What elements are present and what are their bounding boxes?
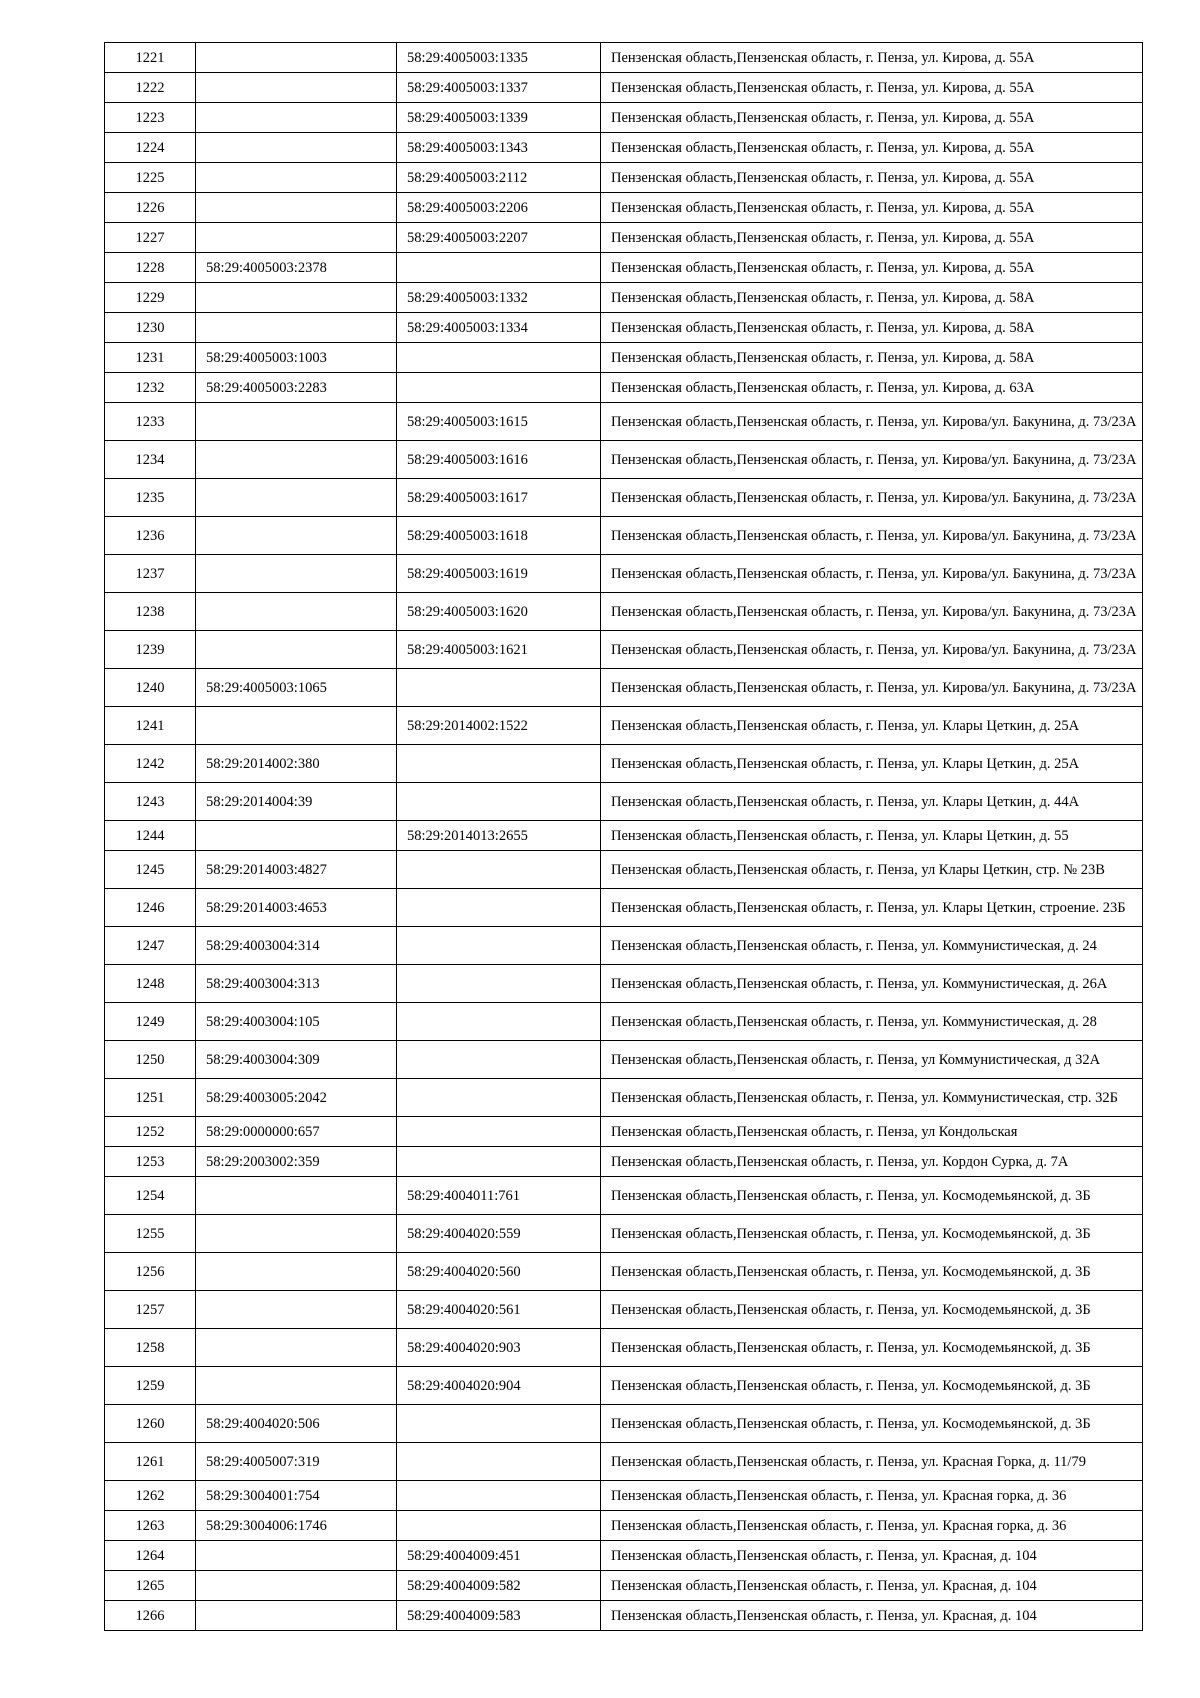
cadastral-number-building-cell [196, 707, 397, 745]
cadastral-number-premises-cell [397, 373, 601, 403]
address-cell: Пензенская область,Пензенская область, г. Пенза, ул. Кирова, д. 55А [601, 223, 1143, 253]
cadastral-number-premises-cell: 58:29:4004020:560 [397, 1253, 601, 1291]
cadastral-number-premises-cell: 58:29:4005003:1615 [397, 403, 601, 441]
row-number-cell: 1231 [105, 343, 196, 373]
address-cell: Пензенская область,Пензенская область, г. Пенза, ул. Космодемьянской, д. 3Б [601, 1215, 1143, 1253]
row-number-cell: 1241 [105, 707, 196, 745]
row-number-cell: 1248 [105, 965, 196, 1003]
cadastral-number-building-cell [196, 193, 397, 223]
row-number-cell: 1257 [105, 1291, 196, 1329]
cadastral-number-building-cell [196, 1253, 397, 1291]
address-cell: Пензенская область,Пензенская область, г. Пенза, ул. Кирова, д. 63А [601, 373, 1143, 403]
cadastral-number-building-cell: 58:29:3004006:1746 [196, 1511, 397, 1541]
address-cell: Пензенская область,Пензенская область, г. Пенза, ул Коммунистическая, д 32А [601, 1041, 1143, 1079]
address-cell: Пензенская область,Пензенская область, г. Пенза, ул. Кордон Сурка, д. 7А [601, 1147, 1143, 1177]
address-cell: Пензенская область,Пензенская область, г. Пенза, ул. Кирова, д. 55А [601, 133, 1143, 163]
table-row [105, 965, 1143, 1003]
row-number-cell: 1236 [105, 517, 196, 555]
row-number-cell: 1255 [105, 1215, 196, 1253]
address-cell: Пензенская область,Пензенская область, г. Пенза, ул. Красная, д. 104 [601, 1571, 1143, 1601]
address-cell: Пензенская область,Пензенская область, г. Пенза, ул. Кирова, д. 55А [601, 73, 1143, 103]
table-row [105, 631, 1143, 669]
cadastral-number-premises-cell [397, 1481, 601, 1511]
address-cell: Пензенская область,Пензенская область, г. Пенза, ул. Кирова/ул. Бакунина, д. 73/23А [601, 479, 1143, 517]
cadastral-number-premises-cell [397, 965, 601, 1003]
cadastral-number-premises-cell [397, 1003, 601, 1041]
cadastral-number-premises-cell [397, 253, 601, 283]
row-number-cell: 1254 [105, 1177, 196, 1215]
address-cell: Пензенская область,Пензенская область, г. Пенза, ул. Кирова/ул. Бакунина, д. 73/23А [601, 669, 1143, 707]
row-number-cell: 1238 [105, 593, 196, 631]
cadastral-number-building-cell: 58:29:4003004:105 [196, 1003, 397, 1041]
row-number-cell: 1266 [105, 1601, 196, 1631]
address-cell: Пензенская область,Пензенская область, г. Пенза, ул. Коммунистическая, д. 24 [601, 927, 1143, 965]
row-number-cell: 1263 [105, 1511, 196, 1541]
row-number-cell: 1251 [105, 1079, 196, 1117]
cadastral-number-premises-cell: 58:29:4004020:903 [397, 1329, 601, 1367]
row-number-cell: 1252 [105, 1117, 196, 1147]
cadastral-number-building-cell: 58:29:4003004:313 [196, 965, 397, 1003]
cadastral-number-building-cell [196, 593, 397, 631]
cadastral-number-building-cell [196, 517, 397, 555]
cadastral-number-building-cell: 58:29:2014002:380 [196, 745, 397, 783]
address-cell: Пензенская область,Пензенская область, г. Пенза, ул. Красная Горка, д. 11/79 [601, 1443, 1143, 1481]
address-cell: Пензенская область,Пензенская область, г. Пенза, ул. Космодемьянской, д. 3Б [601, 1329, 1143, 1367]
table-row [105, 479, 1143, 517]
table-row [105, 555, 1143, 593]
cadastral-number-building-cell [196, 103, 397, 133]
row-number-cell: 1242 [105, 745, 196, 783]
address-cell: Пензенская область,Пензенская область, г. Пенза, ул. Кирова/ул. Бакунина, д. 73/23А [601, 593, 1143, 631]
address-cell: Пензенская область,Пензенская область, г. Пенза, ул. Кирова, д. 55А [601, 193, 1143, 223]
table-row [105, 1481, 1143, 1511]
address-cell: Пензенская область,Пензенская область, г. Пенза, ул. Кирова/ул. Бакунина, д. 73/23А [601, 555, 1143, 593]
table-row [105, 1003, 1143, 1041]
row-number-cell: 1259 [105, 1367, 196, 1405]
table-row [105, 313, 1143, 343]
row-number-cell: 1249 [105, 1003, 196, 1041]
row-number-cell: 1225 [105, 163, 196, 193]
address-cell: Пензенская область,Пензенская область, г. Пенза, ул. Красная горка, д. 36 [601, 1511, 1143, 1541]
row-number-cell: 1233 [105, 403, 196, 441]
address-cell: Пензенская область,Пензенская область, г. Пенза, ул. Кирова/ул. Бакунина, д. 73/23А [601, 631, 1143, 669]
table-row [105, 1367, 1143, 1405]
row-number-cell: 1250 [105, 1041, 196, 1079]
cadastral-number-building-cell [196, 73, 397, 103]
cadastral-number-premises-cell: 58:29:4005003:1339 [397, 103, 601, 133]
cadastral-number-building-cell [196, 133, 397, 163]
address-cell: Пензенская область,Пензенская область, г. Пенза, ул. Кирова, д. 58А [601, 313, 1143, 343]
table-row [105, 1147, 1143, 1177]
table-row [105, 889, 1143, 927]
address-cell: Пензенская область,Пензенская область, г. Пенза, ул. Коммунистическая, д. 28 [601, 1003, 1143, 1041]
table-row [105, 1041, 1143, 1079]
row-number-cell: 1229 [105, 283, 196, 313]
cadastral-number-building-cell [196, 1329, 397, 1367]
row-number-cell: 1244 [105, 821, 196, 851]
row-number-cell: 1223 [105, 103, 196, 133]
row-number-cell: 1237 [105, 555, 196, 593]
cadastral-number-building-cell: 58:29:4003004:314 [196, 927, 397, 965]
cadastral-number-premises-cell [397, 1443, 601, 1481]
cadastral-number-building-cell: 58:29:2014003:4827 [196, 851, 397, 889]
row-number-cell: 1260 [105, 1405, 196, 1443]
cadastral-number-building-cell [196, 1291, 397, 1329]
cadastral-number-building-cell [196, 821, 397, 851]
cadastral-number-building-cell: 58:29:2014003:4653 [196, 889, 397, 927]
address-cell: Пензенская область,Пензенская область, г. Пенза, ул. Космодемьянской, д. 3Б [601, 1405, 1143, 1443]
address-cell: Пензенская область,Пензенская область, г. Пенза, ул. Кирова/ул. Бакунина, д. 73/23А [601, 403, 1143, 441]
address-cell: Пензенская область,Пензенская область, г. Пенза, ул. Космодемьянской, д. 3Б [601, 1253, 1143, 1291]
row-number-cell: 1261 [105, 1443, 196, 1481]
table-row [105, 1291, 1143, 1329]
table-row [105, 1571, 1143, 1601]
row-number-cell: 1253 [105, 1147, 196, 1177]
table-row [105, 223, 1143, 253]
table-row [105, 1541, 1143, 1571]
row-number-cell: 1256 [105, 1253, 196, 1291]
address-cell: Пензенская область,Пензенская область, г. Пенза, ул. Клары Цеткин, строение. 23Б [601, 889, 1143, 927]
table-row [105, 1511, 1143, 1541]
table-row [105, 927, 1143, 965]
table-row [105, 343, 1143, 373]
row-number-cell: 1221 [105, 43, 196, 73]
address-cell: Пензенская область,Пензенская область, г. Пенза, ул. Кирова, д. 58А [601, 343, 1143, 373]
cadastral-number-premises-cell [397, 851, 601, 889]
cadastral-number-premises-cell: 58:29:4005003:1616 [397, 441, 601, 479]
address-cell: Пензенская область,Пензенская область, г. Пенза, ул. Кирова/ул. Бакунина, д. 73/23А [601, 517, 1143, 555]
cadastral-number-building-cell [196, 555, 397, 593]
address-cell: Пензенская область,Пензенская область, г. Пенза, ул. Кирова/ул. Бакунина, д. 73/23А [601, 441, 1143, 479]
cadastral-number-building-cell [196, 1215, 397, 1253]
table-row [105, 745, 1143, 783]
table-row [105, 73, 1143, 103]
table-row [105, 851, 1143, 889]
cadastral-number-premises-cell: 58:29:4005003:2206 [397, 193, 601, 223]
row-number-cell: 1235 [105, 479, 196, 517]
cadastral-number-building-cell [196, 631, 397, 669]
address-cell: Пензенская область,Пензенская область, г. Пенза, ул. Клары Цеткин, д. 55 [601, 821, 1143, 851]
cadastral-number-premises-cell: 58:29:4005003:1332 [397, 283, 601, 313]
address-cell: Пензенская область,Пензенская область, г. Пенза, ул. Кирова, д. 55А [601, 103, 1143, 133]
cadastral-number-building-cell: 58:29:4005003:2283 [196, 373, 397, 403]
cadastral-number-premises-cell [397, 1147, 601, 1177]
table-row [105, 1329, 1143, 1367]
row-number-cell: 1264 [105, 1541, 196, 1571]
cadastral-number-building-cell: 58:29:3004001:754 [196, 1481, 397, 1511]
cadastral-number-building-cell: 58:29:2014004:39 [196, 783, 397, 821]
cadastral-number-premises-cell: 58:29:4005003:2112 [397, 163, 601, 193]
cadastral-number-building-cell [196, 1541, 397, 1571]
row-number-cell: 1222 [105, 73, 196, 103]
cadastral-number-building-cell [196, 1571, 397, 1601]
cadastral-number-building-cell [196, 223, 397, 253]
cadastral-number-premises-cell: 58:29:4005003:2207 [397, 223, 601, 253]
address-cell: Пензенская область,Пензенская область, г. Пенза, ул. Кирова, д. 55А [601, 43, 1143, 73]
address-cell: Пензенская область,Пензенская область, г. Пенза, ул. Кирова, д. 55А [601, 253, 1143, 283]
cadastral-number-premises-cell: 58:29:4005003:1337 [397, 73, 601, 103]
address-cell: Пензенская область,Пензенская область, г. Пенза, ул. Коммунистическая, д. 26А [601, 965, 1143, 1003]
cadastral-number-building-cell [196, 163, 397, 193]
table-row [105, 441, 1143, 479]
row-number-cell: 1230 [105, 313, 196, 343]
row-number-cell: 1226 [105, 193, 196, 223]
row-number-cell: 1234 [105, 441, 196, 479]
cadastral-number-building-cell: 58:29:4005003:1065 [196, 669, 397, 707]
address-cell: Пензенская область,Пензенская область, г. Пенза, ул Кондольская [601, 1117, 1143, 1147]
table-row [105, 403, 1143, 441]
cadastral-number-premises-cell: 58:29:4005003:1617 [397, 479, 601, 517]
registry-table-body [105, 43, 1143, 1631]
address-cell: Пензенская область,Пензенская область, г. Пенза, ул Клары Цеткин, стр. № 23В [601, 851, 1143, 889]
cadastral-number-premises-cell: 58:29:4005003:1620 [397, 593, 601, 631]
cadastral-number-premises-cell: 58:29:2014002:1522 [397, 707, 601, 745]
table-row [105, 283, 1143, 313]
cadastral-number-building-cell: 58:29:4005003:1003 [196, 343, 397, 373]
table-row [105, 43, 1143, 73]
table-row [105, 1177, 1143, 1215]
table-row [105, 1215, 1143, 1253]
cadastral-number-premises-cell [397, 1041, 601, 1079]
row-number-cell: 1262 [105, 1481, 196, 1511]
address-cell: Пензенская область,Пензенская область, г. Пенза, ул. Кирова, д. 55А [601, 163, 1143, 193]
cadastral-number-premises-cell: 58:29:4004009:451 [397, 1541, 601, 1571]
cadastral-number-premises-cell: 58:29:2014013:2655 [397, 821, 601, 851]
row-number-cell: 1246 [105, 889, 196, 927]
address-cell: Пензенская область,Пензенская область, г. Пенза, ул. Кирова, д. 58А [601, 283, 1143, 313]
cadastral-number-building-cell [196, 479, 397, 517]
address-cell: Пензенская область,Пензенская область, г. Пенза, ул. Клары Цеткин, д. 44А [601, 783, 1143, 821]
row-number-cell: 1245 [105, 851, 196, 889]
address-cell: Пензенская область,Пензенская область, г. Пенза, ул. Космодемьянской, д. 3Б [601, 1291, 1143, 1329]
cadastral-number-premises-cell [397, 889, 601, 927]
cadastral-number-premises-cell: 58:29:4005003:1335 [397, 43, 601, 73]
cadastral-number-premises-cell [397, 669, 601, 707]
table-row [105, 373, 1143, 403]
table-row [105, 163, 1143, 193]
cadastral-number-building-cell [196, 1367, 397, 1405]
table-row [105, 783, 1143, 821]
cadastral-number-premises-cell: 58:29:4005003:1618 [397, 517, 601, 555]
cadastral-number-premises-cell [397, 927, 601, 965]
cadastral-number-premises-cell: 58:29:4004020:561 [397, 1291, 601, 1329]
cadastral-number-building-cell: 58:29:0000000:657 [196, 1117, 397, 1147]
cadastral-number-premises-cell [397, 783, 601, 821]
table-row [105, 193, 1143, 223]
cadastral-number-building-cell [196, 441, 397, 479]
cadastral-number-premises-cell: 58:29:4004020:559 [397, 1215, 601, 1253]
row-number-cell: 1258 [105, 1329, 196, 1367]
address-cell: Пензенская область,Пензенская область, г. Пенза, ул. Коммунистическая, стр. 32Б [601, 1079, 1143, 1117]
table-row [105, 593, 1143, 631]
cadastral-number-building-cell: 58:29:4003004:309 [196, 1041, 397, 1079]
table-row [105, 103, 1143, 133]
table-row [105, 1405, 1143, 1443]
cadastral-number-premises-cell: 58:29:4005003:1334 [397, 313, 601, 343]
cadastral-number-building-cell: 58:29:2003002:359 [196, 1147, 397, 1177]
cadastral-number-building-cell [196, 1177, 397, 1215]
table-row [105, 1443, 1143, 1481]
row-number-cell: 1239 [105, 631, 196, 669]
row-number-cell: 1265 [105, 1571, 196, 1601]
table-row [105, 707, 1143, 745]
cadastral-number-building-cell [196, 313, 397, 343]
row-number-cell: 1247 [105, 927, 196, 965]
address-cell: Пензенская область,Пензенская область, г. Пенза, ул. Космодемьянской, д. 3Б [601, 1367, 1143, 1405]
address-cell: Пензенская область,Пензенская область, г. Пенза, ул. Красная, д. 104 [601, 1601, 1143, 1631]
cadastral-number-premises-cell: 58:29:4004009:582 [397, 1571, 601, 1601]
table-row [105, 1601, 1143, 1631]
cadastral-number-building-cell: 58:29:4005003:2378 [196, 253, 397, 283]
table-row [105, 669, 1143, 707]
table-row [105, 133, 1143, 163]
cadastral-number-premises-cell [397, 343, 601, 373]
row-number-cell: 1232 [105, 373, 196, 403]
row-number-cell: 1224 [105, 133, 196, 163]
cadastral-number-building-cell: 58:29:4005007:319 [196, 1443, 397, 1481]
table-row [105, 1253, 1143, 1291]
row-number-cell: 1227 [105, 223, 196, 253]
table-row [105, 821, 1143, 851]
cadastral-number-premises-cell: 58:29:4004020:904 [397, 1367, 601, 1405]
cadastral-number-premises-cell: 58:29:4005003:1619 [397, 555, 601, 593]
cadastral-number-premises-cell [397, 1117, 601, 1147]
cadastral-number-premises-cell: 58:29:4004009:583 [397, 1601, 601, 1631]
cadastral-number-premises-cell: 58:29:4005003:1343 [397, 133, 601, 163]
cadastral-number-building-cell [196, 403, 397, 441]
address-cell: Пензенская область,Пензенская область, г. Пенза, ул. Клары Цеткин, д. 25А [601, 707, 1143, 745]
table-row [105, 253, 1143, 283]
cadastral-number-premises-cell [397, 1079, 601, 1117]
registry-table [104, 42, 1143, 1631]
address-cell: Пензенская область,Пензенская область, г. Пенза, ул. Красная горка, д. 36 [601, 1481, 1143, 1511]
table-row [105, 1117, 1143, 1147]
cadastral-number-premises-cell [397, 745, 601, 783]
cadastral-number-building-cell [196, 43, 397, 73]
cadastral-number-premises-cell: 58:29:4005003:1621 [397, 631, 601, 669]
cadastral-number-building-cell [196, 1601, 397, 1631]
cadastral-number-building-cell: 58:29:4003005:2042 [196, 1079, 397, 1117]
row-number-cell: 1243 [105, 783, 196, 821]
row-number-cell: 1240 [105, 669, 196, 707]
cadastral-number-premises-cell: 58:29:4004011:761 [397, 1177, 601, 1215]
cadastral-number-building-cell: 58:29:4004020:506 [196, 1405, 397, 1443]
row-number-cell: 1228 [105, 253, 196, 283]
table-row [105, 1079, 1143, 1117]
address-cell: Пензенская область,Пензенская область, г. Пенза, ул. Красная, д. 104 [601, 1541, 1143, 1571]
cadastral-number-building-cell [196, 283, 397, 313]
cadastral-number-premises-cell [397, 1405, 601, 1443]
cadastral-number-premises-cell [397, 1511, 601, 1541]
table-row [105, 517, 1143, 555]
address-cell: Пензенская область,Пензенская область, г. Пенза, ул. Космодемьянской, д. 3Б [601, 1177, 1143, 1215]
address-cell: Пензенская область,Пензенская область, г. Пенза, ул. Клары Цеткин, д. 25А [601, 745, 1143, 783]
